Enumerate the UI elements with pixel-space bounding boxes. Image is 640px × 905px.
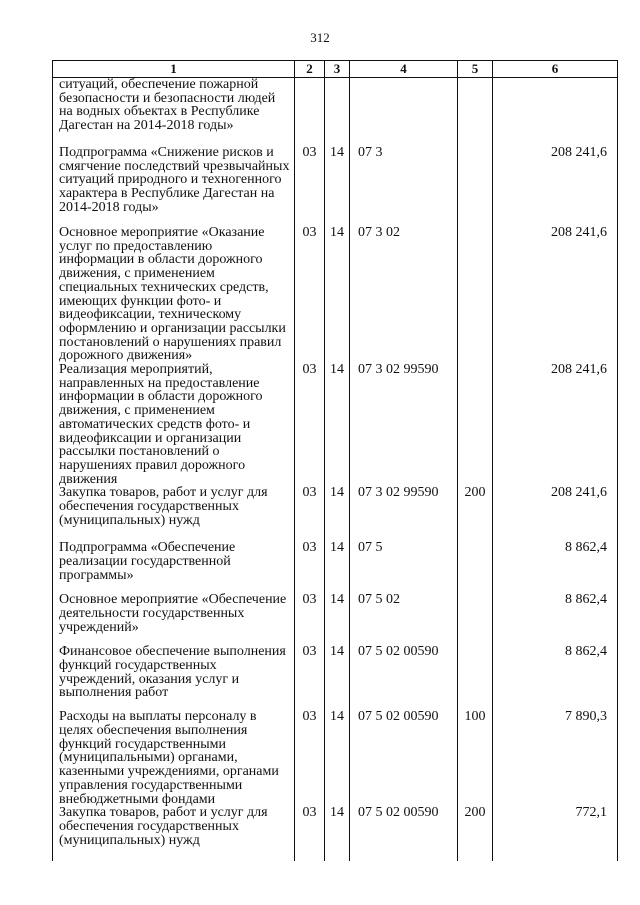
row-amount: 8 862,4 <box>493 541 618 593</box>
row-target-code: 07 5 <box>350 541 458 593</box>
row-amount: 208 241,6 <box>493 486 618 541</box>
row-amount: 208 241,6 <box>493 226 618 363</box>
column-header: 4 <box>350 61 458 78</box>
table-row <box>53 78 618 147</box>
column-header: 1 <box>53 61 295 78</box>
table-row <box>53 593 618 645</box>
row-section: 03 <box>295 226 325 363</box>
row-section: 03 <box>295 541 325 593</box>
row-target-code: 07 3 02 <box>350 226 458 363</box>
budget-table <box>52 60 618 861</box>
row-target-code: 07 5 02 <box>350 593 458 645</box>
row-section: 03 <box>295 593 325 645</box>
table-row <box>53 645 618 710</box>
table-row <box>53 146 618 226</box>
row-expense-type: 200 <box>458 486 493 541</box>
table-row <box>53 710 618 806</box>
row-amount <box>493 78 618 147</box>
table-row <box>53 541 618 593</box>
row-section: 03 <box>295 806 325 861</box>
row-section: 03 <box>295 486 325 541</box>
row-name: Подпрограмма «Обеспечение реализации государственной программы» <box>53 541 295 593</box>
header-row <box>53 61 618 78</box>
row-subsection: 14 <box>325 645 350 710</box>
row-amount: 208 241,6 <box>493 146 618 226</box>
row-name: Подпрограмма «Снижение рисков и смягчение последствий чрезвычайных ситуаций природного и техногенного характера в Республике Дагестан на 2014-2018 годы» <box>53 146 295 226</box>
row-subsection: 14 <box>325 710 350 806</box>
row-target-code <box>350 78 458 147</box>
row-subsection: 14 <box>325 541 350 593</box>
table-row <box>53 363 618 486</box>
row-subsection: 14 <box>325 226 350 363</box>
table-row <box>53 806 618 861</box>
row-amount: 7 890,3 <box>493 710 618 806</box>
row-expense-type <box>458 363 493 486</box>
row-subsection: 14 <box>325 146 350 226</box>
column-header: 2 <box>295 61 325 78</box>
table-body <box>53 78 618 862</box>
row-name: ситуаций, обеспечение пожарной безопасности и безопасности людей на водных объектах в Республике Дагестан на 2014-2018 годы» <box>53 78 295 147</box>
row-section: 03 <box>295 363 325 486</box>
row-amount: 8 862,4 <box>493 593 618 645</box>
row-section: 03 <box>295 710 325 806</box>
row-section: 03 <box>295 645 325 710</box>
row-subsection: 14 <box>325 806 350 861</box>
row-name: Основное мероприятие «Оказание услуг по предоставлению информации в области дорожного движения, с применением специальных технических средств, имеющих функции фото- и видеофиксации, техническому оформлению и организации рассылки постановлений о нарушениях правил дорожного движения» <box>53 226 295 363</box>
row-expense-type <box>458 226 493 363</box>
row-name: Финансовое обеспечение выполнения функций государственных учреждений, оказания услуг и выполнения работ <box>53 645 295 710</box>
row-name: Закупка товаров, работ и услуг для обеспечения государственных (муниципальных) нужд <box>53 806 295 861</box>
row-name: Закупка товаров, работ и услуг для обеспечения государственных (муниципальных) нужд <box>53 486 295 541</box>
row-section: 03 <box>295 146 325 226</box>
row-target-code: 07 5 02 00590 <box>350 806 458 861</box>
row-subsection: 14 <box>325 363 350 486</box>
table-row <box>53 486 618 541</box>
row-target-code: 07 3 02 99590 <box>350 486 458 541</box>
row-subsection <box>325 78 350 147</box>
row-target-code: 07 3 02 99590 <box>350 363 458 486</box>
table-row <box>53 226 618 363</box>
column-header: 6 <box>493 61 618 78</box>
row-expense-type <box>458 593 493 645</box>
row-expense-type <box>458 78 493 147</box>
row-subsection: 14 <box>325 486 350 541</box>
row-section <box>295 78 325 147</box>
row-expense-type <box>458 146 493 226</box>
row-target-code: 07 5 02 00590 <box>350 710 458 806</box>
page-number: 312 <box>310 30 330 45</box>
row-amount: 772,1 <box>493 806 618 861</box>
row-target-code: 07 3 <box>350 146 458 226</box>
row-expense-type <box>458 645 493 710</box>
row-subsection: 14 <box>325 593 350 645</box>
row-name: Расходы на выплаты персоналу в целях обеспечения выполнения функций государственными (муниципальными) органами, казенными учреждениями, органами управления государственными внебюджетными фондами <box>53 710 295 806</box>
row-expense-type <box>458 541 493 593</box>
row-target-code: 07 5 02 00590 <box>350 645 458 710</box>
row-expense-type: 200 <box>458 806 493 861</box>
row-amount: 8 862,4 <box>493 645 618 710</box>
row-name: Основное мероприятие «Обеспечение деятельности государственных учреждений» <box>53 593 295 645</box>
column-header: 3 <box>325 61 350 78</box>
row-expense-type: 100 <box>458 710 493 806</box>
row-name: Реализация мероприятий, направленных на предоставление информации в области дорожного движения, с применением автоматических средств фото- и видеофиксации и организации рассылки постановлений о нарушениях правил дорожного движения <box>53 363 295 486</box>
column-header: 5 <box>458 61 493 78</box>
row-amount: 208 241,6 <box>493 363 618 486</box>
